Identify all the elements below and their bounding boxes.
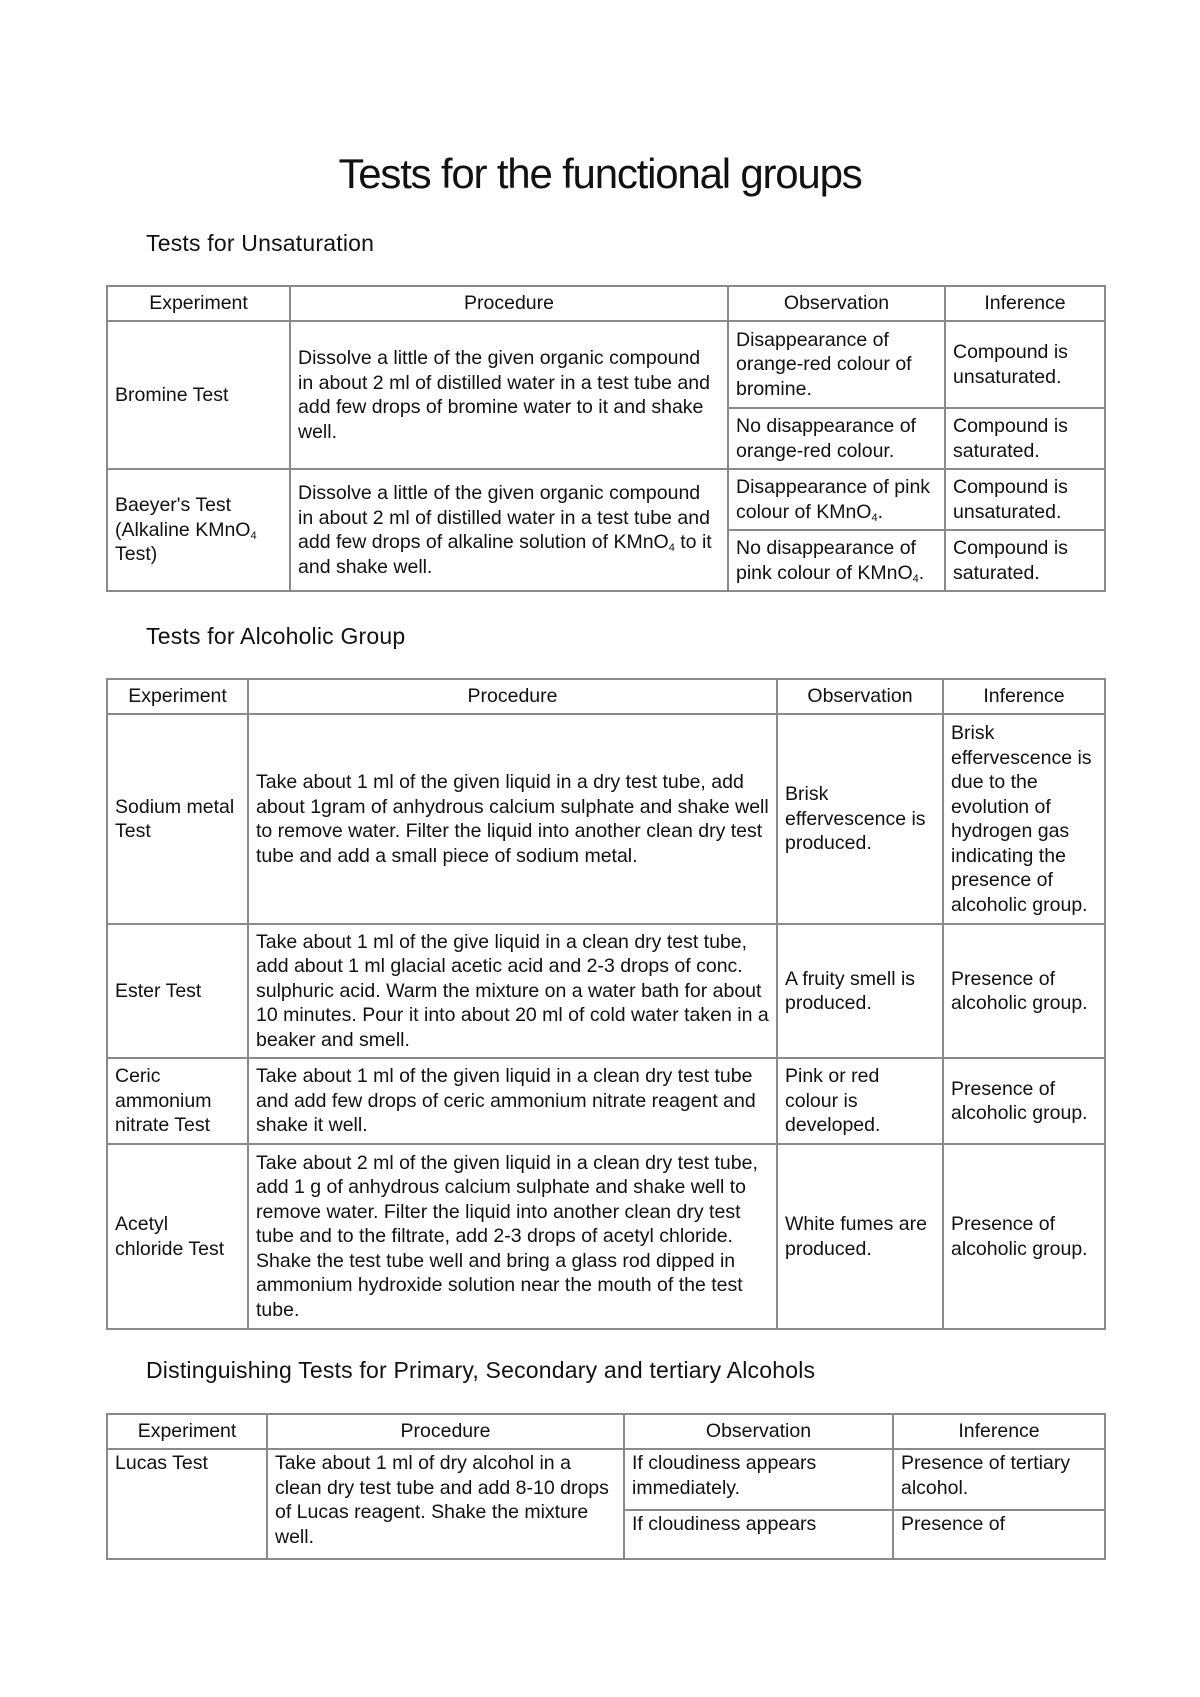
header-procedure: Procedure bbox=[267, 1414, 624, 1449]
observation-cell: Disappearance of orange-red colour of bromine. bbox=[728, 321, 945, 408]
header-observation: Observation bbox=[624, 1414, 893, 1449]
inference-cell: Compound is unsaturated. bbox=[945, 469, 1105, 530]
inference-cell: Compound is saturated. bbox=[945, 530, 1105, 591]
procedure-cell: Take about 2 ml of the given liquid in a clean dry test tube, add 1 g of anhydrous calcium sulphate and shake well to remove water. Filter the liquid into another clean dry test tube and to the filtrate, add 2-3 drops of acetyl chloride. Shake the test tube well and bring a glass rod dipped in ammonium hydroxide solution near the mouth of the test tube. bbox=[248, 1144, 777, 1329]
header-inference: Inference bbox=[945, 286, 1105, 321]
header-observation: Observation bbox=[777, 679, 943, 714]
procedure-cell: Take about 1 ml of the give liquid in a clean dry test tube, add about 1 ml glacial acetic acid and 2-3 drops of conc. sulphuric acid. Warm the mixture on a water bath for about 10 minutes. Pour it into about 20 ml of cold water taken in a beaker and smell. bbox=[248, 924, 777, 1058]
section-heading-distinguishing: Distinguishing Tests for Primary, Secondary and tertiary Alcohols bbox=[146, 1357, 816, 1383]
inference-cell: Presence of alcoholic group. bbox=[943, 1144, 1105, 1329]
table-row bbox=[107, 1449, 1105, 1510]
table-row bbox=[107, 469, 1105, 530]
table-row bbox=[107, 1144, 1105, 1329]
experiment-text: Baeyer's Test bbox=[115, 494, 232, 517]
procedure-cell: Take about 1 ml of the given liquid in a clean dry test tube and add few drops of ceric ammonium nitrate reagent and shake it well. bbox=[248, 1058, 777, 1144]
procedure-cell bbox=[290, 469, 728, 591]
observation-cell: No disappearance of orange-red colour. bbox=[728, 408, 945, 469]
experiment-cell: Bromine Test bbox=[107, 321, 290, 469]
header-experiment: Experiment bbox=[107, 679, 248, 714]
inference-cell: Brisk effervescence is due to the evolution of hydrogen gas indicating the presence of alcoholic group. bbox=[943, 714, 1105, 924]
inference-cell: Presence of alcoholic group. bbox=[943, 1058, 1105, 1144]
observation-cell bbox=[728, 530, 945, 591]
experiment-cell: Ester Test bbox=[107, 924, 248, 1058]
header-procedure: Procedure bbox=[290, 286, 728, 321]
table-row bbox=[107, 321, 1105, 408]
alcoholic-table bbox=[106, 678, 1106, 1330]
observation-cell: If cloudiness appears immediately. bbox=[624, 1449, 893, 1510]
section-heading-unsaturation: Tests for Unsaturation bbox=[146, 230, 375, 256]
observation-cell: Pink or red colour is developed. bbox=[777, 1058, 943, 1144]
header-experiment: Experiment bbox=[107, 1414, 267, 1449]
experiment-cell: Lucas Test bbox=[107, 1449, 267, 1559]
table-header-row bbox=[107, 1414, 1105, 1449]
experiment-text: (Alkaline KMnO bbox=[115, 518, 251, 541]
observation-cell: Brisk effervescence is produced. bbox=[777, 714, 943, 924]
table-header-row bbox=[107, 679, 1105, 714]
distinguishing-table bbox=[106, 1413, 1106, 1560]
header-observation: Observation bbox=[728, 286, 945, 321]
inference-cell: Presence of tertiary alcohol. bbox=[893, 1449, 1105, 1510]
procedure-cell: Dissolve a little of the given organic compound in about 2 ml of distilled water in a test tube and add few drops of bromine water to it and shake well. bbox=[290, 321, 728, 469]
section-heading-alcoholic: Tests for Alcoholic Group bbox=[146, 623, 406, 649]
subscript: 4 bbox=[912, 572, 919, 585]
header-inference: Inference bbox=[893, 1414, 1105, 1449]
table-row bbox=[107, 924, 1105, 1058]
header-experiment: Experiment bbox=[107, 286, 290, 321]
experiment-cell: Acetyl chloride Test bbox=[107, 1144, 248, 1329]
procedure-text: Dissolve a little of the given organic compound in about 2 ml of distilled water in a test tube and add few drops of alkaline solution of KMnO bbox=[298, 482, 710, 553]
inference-cell: Presence of bbox=[893, 1510, 1105, 1559]
subscript: 4 bbox=[871, 511, 878, 524]
header-inference: Inference bbox=[943, 679, 1105, 714]
table-row bbox=[107, 714, 1105, 924]
procedure-cell: Take about 1 ml of dry alcohol in a clean dry test tube and add 8-10 drops of Lucas reagent. Shake the mixture well. bbox=[267, 1449, 624, 1559]
observation-text: . bbox=[877, 500, 884, 523]
procedure-cell: Take about 1 ml of the given liquid in a dry test tube, add about 1gram of anhydrous calcium sulphate and shake well to remove water. Filter the liquid into another clean dry test tube and add a small piece of sodium metal. bbox=[248, 714, 777, 924]
unsaturation-table bbox=[106, 285, 1106, 592]
header-procedure: Procedure bbox=[248, 679, 777, 714]
observation-cell: If cloudiness appears bbox=[624, 1510, 893, 1559]
inference-cell: Compound is unsaturated. bbox=[945, 321, 1105, 408]
table-row bbox=[107, 1058, 1105, 1144]
experiment-cell: Sodium metal Test bbox=[107, 714, 248, 924]
table-header-row bbox=[107, 286, 1105, 321]
observation-text: No disappearance of pink colour of KMnO bbox=[736, 537, 916, 584]
experiment-cell: Ceric ammonium nitrate Test bbox=[107, 1058, 248, 1144]
subscript: 4 bbox=[250, 529, 257, 542]
inference-cell: Presence of alcoholic group. bbox=[943, 924, 1105, 1058]
observation-cell: White fumes are produced. bbox=[777, 1144, 943, 1329]
experiment-cell bbox=[107, 469, 290, 591]
inference-cell: Compound is saturated. bbox=[945, 408, 1105, 469]
observation-text: Disappearance of pink colour of KMnO bbox=[736, 476, 931, 523]
observation-cell: A fruity smell is produced. bbox=[777, 924, 943, 1058]
observation-cell bbox=[728, 469, 945, 530]
procedure-text: to it and shake well. bbox=[298, 531, 712, 578]
observation-text: . bbox=[918, 561, 925, 584]
subscript: 4 bbox=[668, 542, 675, 554]
experiment-text: Test) bbox=[115, 543, 158, 566]
document-title: Tests for the functional groups bbox=[338, 150, 862, 197]
